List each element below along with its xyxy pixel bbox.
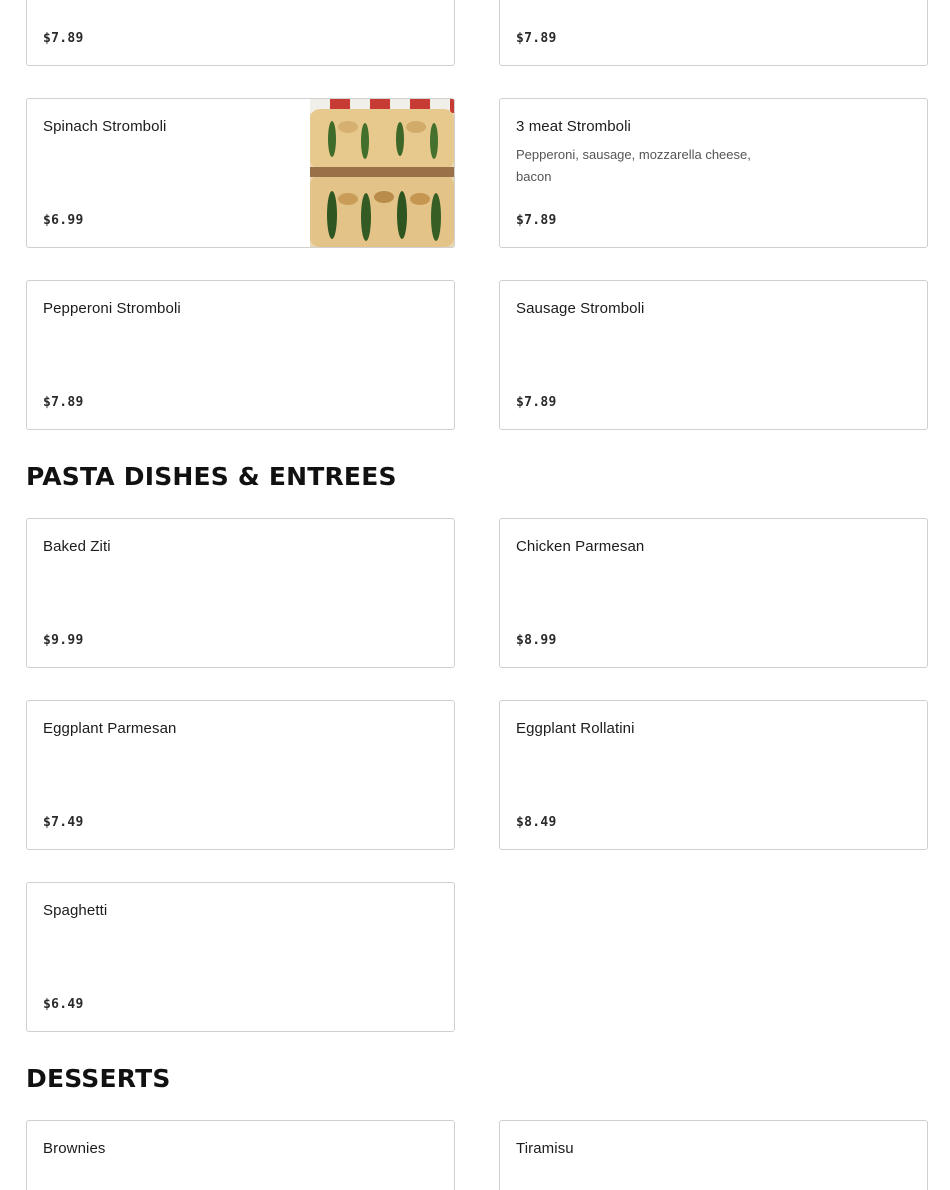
item-name: Brownies <box>43 1140 106 1157</box>
menu-item-card-spaghetti[interactable] <box>26 882 455 1032</box>
menu-item-card-brownies[interactable] <box>26 1120 455 1190</box>
item-price: $9.99 <box>43 633 84 648</box>
section-title-pasta: PASTA DISHES & ENTREES <box>26 462 397 491</box>
item-price: $7.89 <box>516 31 557 46</box>
item-name: Chicken Parmesan <box>516 538 645 555</box>
item-price: $7.49 <box>43 815 84 830</box>
menu-item-card-pepperoni-stromboli[interactable] <box>26 280 455 430</box>
menu-item-card-eggplant-rollatini[interactable] <box>499 700 928 850</box>
item-price: $7.89 <box>43 395 84 410</box>
item-name: Eggplant Parmesan <box>43 720 177 737</box>
section-title-desserts: DESSERTS <box>26 1064 171 1093</box>
item-price: $6.49 <box>43 997 84 1012</box>
item-name: Eggplant Rollatini <box>516 720 635 737</box>
menu-item-card-baked-ziti[interactable] <box>26 518 455 668</box>
item-price: $7.89 <box>516 395 557 410</box>
item-price: $7.89 <box>516 213 557 228</box>
spinach-stromboli-photo <box>310 99 454 247</box>
menu-item-card[interactable] <box>499 0 928 66</box>
menu-item-card[interactable] <box>26 0 455 66</box>
item-name: 3 meat Stromboli <box>516 118 631 135</box>
item-price: $7.89 <box>43 31 84 46</box>
item-name: Tiramisu <box>516 1140 574 1157</box>
item-name: Baked Ziti <box>43 538 111 555</box>
menu-item-card-tiramisu[interactable] <box>499 1120 928 1190</box>
item-price: $8.49 <box>516 815 557 830</box>
menu-item-card-sausage-stromboli[interactable] <box>499 280 928 430</box>
item-name: Sausage Stromboli <box>516 300 645 317</box>
item-name: Pepperoni Stromboli <box>43 300 181 317</box>
menu-item-card-eggplant-parmesan[interactable] <box>26 700 455 850</box>
menu-item-card-3-meat-stromboli[interactable] <box>499 98 928 248</box>
item-price: $8.99 <box>516 633 557 648</box>
item-price: $6.99 <box>43 213 84 228</box>
item-description: Pepperoni, sausage, mozzarella cheese, bacon <box>516 147 751 184</box>
menu-item-card-spinach-stromboli[interactable] <box>26 98 455 248</box>
item-name: Spaghetti <box>43 902 108 919</box>
item-name: Spinach Stromboli <box>43 118 167 135</box>
menu-item-card-chicken-parmesan[interactable] <box>499 518 928 668</box>
